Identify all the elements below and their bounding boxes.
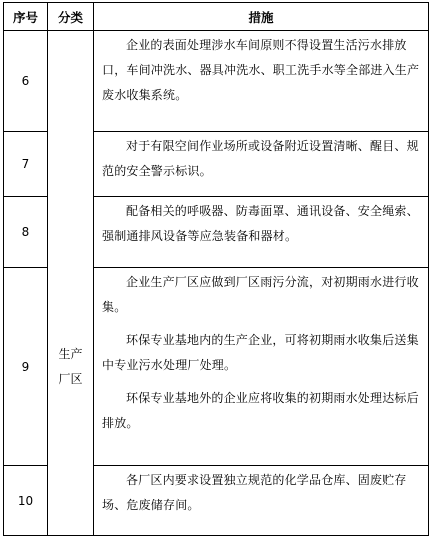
category-label-line1: 生产 — [58, 346, 83, 361]
measure-paragraph: 各厂区内要求设置独立规范的化学品仓库、固废贮存场、危废储存间。 — [102, 473, 407, 512]
measure-paragraph: 配备相关的呼吸器、防毒面罩、通讯设备、安全绳索、强制通排风设备等应急装备和器材。 — [102, 204, 419, 243]
measures-table — [3, 2, 429, 536]
row-number: 7 — [4, 132, 48, 197]
row-measure — [94, 197, 429, 268]
header-measures: 措施 — [94, 3, 429, 31]
table-header-row — [4, 3, 429, 31]
table-row — [4, 466, 429, 536]
row-category — [48, 132, 94, 197]
row-number: 10 — [4, 466, 48, 536]
row-number: 8 — [4, 197, 48, 268]
row-category — [48, 197, 94, 268]
table-row — [4, 197, 429, 268]
table-row — [4, 132, 429, 197]
row-number: 9 — [4, 268, 48, 466]
measure-paragraph: 对于有限空间作业场所或设备附近设置清晰、醒目、规范的安全警示标识。 — [102, 139, 419, 178]
table-row — [4, 31, 429, 132]
row-category — [48, 31, 94, 132]
header-category: 分类 — [48, 3, 94, 31]
row-measure — [94, 132, 429, 197]
header-no: 序号 — [4, 3, 48, 31]
category-label — [58, 342, 82, 392]
row-number: 6 — [4, 31, 48, 132]
measure-paragraph: 环保专业基地内的生产企业，可将初期雨水收集后送集中专业污水处理厂处理。 — [102, 333, 419, 372]
measure-paragraph: 企业生产厂区应做到厂区雨污分流，对初期雨水进行收集。 — [102, 275, 419, 314]
row-measure — [94, 466, 429, 536]
measure-paragraph: 环保专业基地外的企业应将收集的初期雨水处理达标后排放。 — [102, 391, 419, 430]
row-category — [48, 268, 94, 466]
row-measure — [94, 31, 429, 132]
category-label-line2: 厂区 — [58, 371, 83, 386]
table-row — [4, 268, 429, 466]
row-measure — [94, 268, 429, 466]
measure-paragraph: 企业的表面处理涉水车间原则不得设置生活污水排放口，车间冲洗水、器具冲洗水、职工洗手水等全部进入生产废水收集系统。 — [102, 38, 420, 102]
row-category — [48, 466, 94, 536]
